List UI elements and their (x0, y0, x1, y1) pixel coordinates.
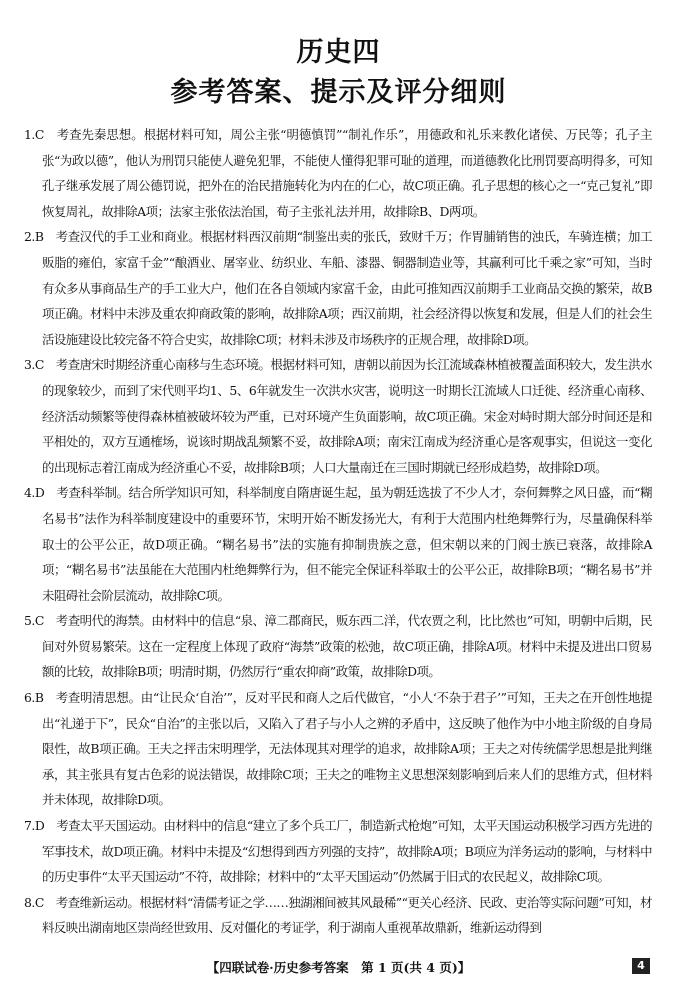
answer-item-5: 5.C 考查明代的海禁。由材料中的信息“泉、漳二郡商民，贩东西二洋，代农贾之利，比比然也”可知，明朝中后期，民间对外贸易繁荣。这在一定程度上体现了政府“海禁”政策的松弛，故C项正确，排除A项。材料中未提及进出口贸易额的比较，故排除B项；明清时期，仍然厉行“重农抑商”政策，故排除D项。 (24, 613, 652, 680)
answer-item-8: 8.C 考查维新运动。根据材料“清儒考证之学……独湖湘间被其风最稀”“更关心经济、民政、吏治等实际问题”可知，材料反映出湖南地区崇尚经世致用、反对僵化的考证学，利于湖南人重视革故鼎新，维新运动得到 (24, 894, 652, 936)
answer-item-3: 3.C 考查唐宋时期经济重心南移与生态环境。根据材料可知，唐朝以前因为长江流域森林植被覆盖面积较大，发生洪水的现象较少，而到了宋代则平均1、5、6年就发生一次洪水灾害，说明这一时期长江流域人口迁徙、经济重心南移、经济活动频繁等使得森林植被破坏较为严重，已对环境产生负面影响，故C项正确。宋金对峙时期大部分时间还是和平相处的，双方互通榷场，说该时期战乱频繁不妥，故排除A项；南宋江南成为经济重心是客观事实，但说这一变化的出现标志着江南成为经济重心不妥，故排除B项；人口大量南迁在三国时期就已经形成趋势，故排除D项。 (24, 357, 652, 475)
answer-item-2: 2.B 考查汉代的手工业和商业。根据材料西汉前期“制鉴出卖的张氏，致财千万；作胃脯销售的浊氏，车骑连横；加工贩脂的雍伯，家富千金”“酿酒业、屠宰业、纺织业、车船、漆器、铜器制造业等，其赢利可比千乘之家”可知，当时有众多从事商品生产的手工业大户，他们在各自领域内家富千金，由此可推知西汉前期手工业商品交换的繁荣，故B项正确。材料中未涉及重农抑商政策的影响，故排除A项；西汉前期，社会经济得以恢复和发展，但是人们的社会生活设施建设比较完备不符合史实，故排除C项；材料未涉及市场秩序的正规合理，故排除D项。 (24, 229, 652, 347)
page-footer: 【四联试卷·历史参考答案 第 1 页(共 4 页)】 (206, 960, 471, 975)
answer-item-7: 7.D 考查太平天国运动。由材料中的信息“建立了多个兵工厂，制造新式枪炮”可知，太平天国运动积极学习西方先进的军事技术，故D项正确。材料中未提及“幻想得到西方列强的支持”，故排除A项；B项应为洋务运动的影响，与材料中的历史事件“太平天国运动”不符，故排除；材料中的“太平天国运动”仍然属于旧式的农民起义，故排除C项。 (24, 818, 652, 885)
page-subtitle: 参考答案、提示及评分细则 (170, 77, 507, 108)
page-title: 历史四 (296, 37, 381, 68)
answer-item-6: 6.B 考查明清思想。由“让民众‘自治’”，反对平民和商人之后代做官，“小人‘不杂于君子’”可知，王夫之在开创性地提出“礼递于下”，民众“自治”的主张以后，又陷入了君子与小人之辨的矛盾中，这反映了他作为中小地主阶级的自身局限性，故B项正确。王夫之抨击宋明理学，无法体现其对理学的追求，故排除A项；王夫之对传统儒学思想是批判继承，其主张具有复古色彩的说法错误，故排除C项；王夫之的唯物主义思想深刻影响到后来人们的思维方式，但材料并未体现，故排除D项。 (24, 690, 652, 808)
page-badge: 4 (632, 958, 650, 974)
answer-item-1: 1.C 考查先秦思想。根据材料可知，周公主张“明德慎罚”“制礼作乐”，用德政和礼乐来教化诸侯、万民等；孔子主张“为政以德”，他认为刑罚只能使人避免犯罪，不能使人懂得犯罪可耻的道理，而道德教化比刑罚要高明得多，可知孔子继承发展了周公德罚说，把外在的治民措施转化为内在的仁心，故C项正确。孔子思想的核心之一“克己复礼”即恢复周礼，故排除A项；法家主张依法治国，荀子主张礼法并用，故排除B、D两项。 (24, 127, 652, 219)
answer-item-4: 4.D 考查科举制。结合所学知识可知，科举制度自隋唐诞生起，虽为朝廷选拔了不少人才，奈何舞弊之风日盛，而“糊名易书”法作为科举制度建设中的重要环节，宋明开始不断发扬光大，有利于大范围内杜绝舞弊行为，尽量确保科举取士的公平公正，故D项正确。“糊名易书”法的实施有抑制贵族之意，但宋朝以来的门阀士族已衰落，故排除A项；“糊名易书”法虽能在大范围内杜绝舞弊行为，但不能完全保证科举取士的公平公正，故排除B项；“糊名易书”并未阻碍社会阶层流动，故排除C项。 (24, 485, 652, 603)
answer-body (24, 122, 652, 941)
